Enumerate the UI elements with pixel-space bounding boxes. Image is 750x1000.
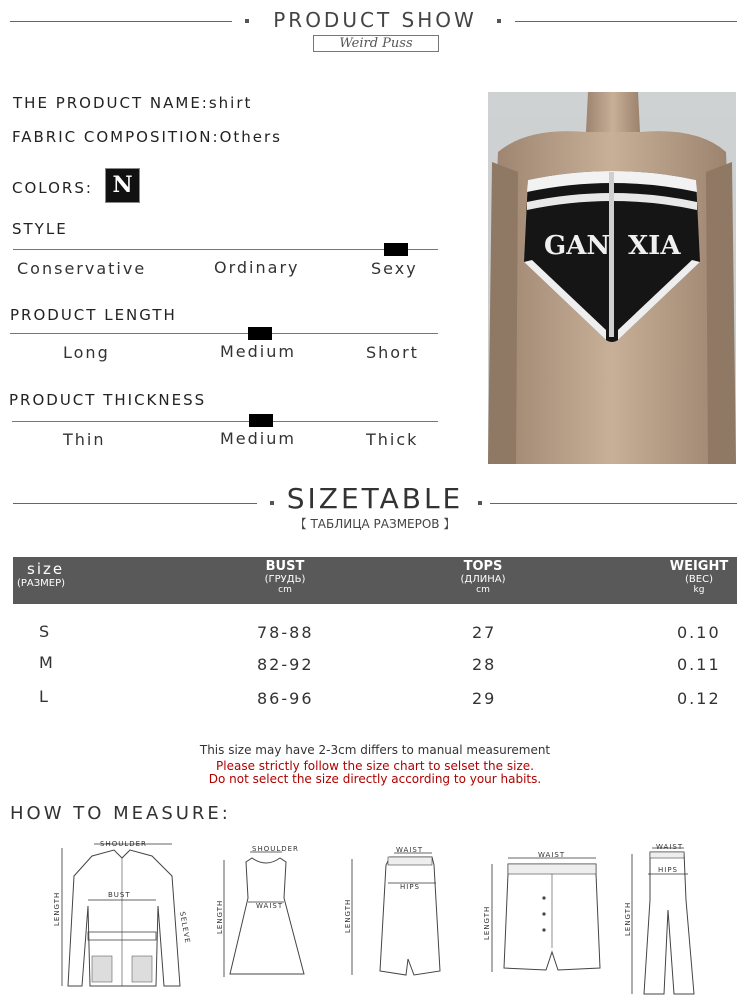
row-l-tops: 29 [472,689,497,708]
length-option-short: Short [366,343,419,362]
row-m-weight: 0.11 [677,655,721,674]
sizetable-subtitle: 【 ТАБЛИЦА РАЗМЕРОВ 】 [294,517,456,531]
skirt-waist-label: WAIST [396,846,424,854]
col-weight: WEIGHT (ВЕС) kg [669,559,729,595]
jacket-diagram [52,836,197,994]
thickness-option-thick: Thick [366,430,419,449]
warning-note-2: Do not select the size directly according to your habits. [208,772,542,786]
style-scale-line [13,249,438,250]
thickness-scale-line [12,421,438,422]
sizetable-title: SIZETABLE [286,482,464,515]
length-title: PRODUCT LENGTH [10,306,177,324]
product-photo [488,92,736,464]
length-option-long: Long [63,343,110,362]
page-title: PRODUCT SHOW [273,8,477,32]
brand-name: Weird Puss [313,35,439,52]
length-option-medium: Medium [220,342,296,361]
shorts-length-label: LENGTH [483,905,491,940]
measurement-note: This size may have 2-3cm differs to manual measurement [199,743,551,757]
row-s-size: S [39,622,52,641]
style-option-conservative: Conservative [17,259,147,278]
skirt-length-label: LENGTH [344,898,352,933]
row-m-tops: 28 [472,655,497,674]
style-title: STYLE [12,220,68,238]
dress-shoulder-label: SHOULDER [252,845,299,853]
header-dot-right [497,19,501,23]
dress-diagram [216,842,306,982]
style-option-sexy: Sexy [371,259,418,278]
thickness-title: PRODUCT THICKNESS [9,391,207,409]
thickness-option-medium: Medium [220,429,296,448]
jacket-sleeve-label: SELEVE [178,910,192,945]
row-m-size: M [39,653,55,672]
shorts-diagram [476,848,604,978]
how-to-measure-title: HOW TO MEASURE: [10,803,231,824]
row-l-bust: 86-96 [257,689,314,708]
pants-waist-label: WAIST [656,843,684,851]
jacket-length-label: LENGTH [53,891,61,926]
skirt-diagram [344,843,444,981]
product-name: THE PRODUCT NAME:shirt [13,94,253,112]
length-marker [248,327,272,340]
thickness-option-thin: Thin [63,430,106,449]
svg-text:XIA: XIA [628,231,681,261]
jacket-shoulder-label: SHOULDER [100,840,147,848]
color-swatch[interactable]: N [105,168,140,203]
style-marker [384,243,408,256]
pants-diagram [622,840,698,998]
sizetable-dot-right [478,501,482,505]
warning-note-1: Please strictly follow the size chart to selset the size. [216,759,534,773]
colors-label: COLORS: [12,179,93,197]
header-rule-right [515,21,737,22]
pants-hips-label: HIPS [658,866,678,874]
dress-waist-label: WAIST [256,902,284,910]
thickness-marker [249,414,273,427]
jacket-bust-label: BUST [108,891,131,899]
style-option-ordinary: Ordinary [214,258,300,277]
row-l-size: L [39,687,50,706]
mannequin-illustration [488,92,736,464]
skirt-hips-label: HIPS [400,883,420,891]
fabric-composition: FABRIC COMPOSITION:Others [12,128,282,146]
col-tops: TOPS (ДЛИНА) cm [460,559,506,595]
row-l-weight: 0.12 [677,689,721,708]
svg-text:GAN: GAN [544,231,611,261]
row-m-bust: 82-92 [257,655,314,674]
sizetable-header-row [13,557,737,604]
row-s-weight: 0.10 [677,623,721,642]
col-size: size (РАЗМЕР) [17,560,66,589]
row-s-tops: 27 [472,623,497,642]
shorts-waist-label: WAIST [538,851,566,859]
length-scale-line [10,333,438,334]
row-s-bust: 78-88 [257,623,314,642]
sizetable-rule-right [490,503,737,504]
col-bust: BUST (ГРУДЬ) cm [264,559,306,595]
pants-length-label: LENGTH [624,901,632,936]
dress-length-label: LENGTH [216,899,224,934]
